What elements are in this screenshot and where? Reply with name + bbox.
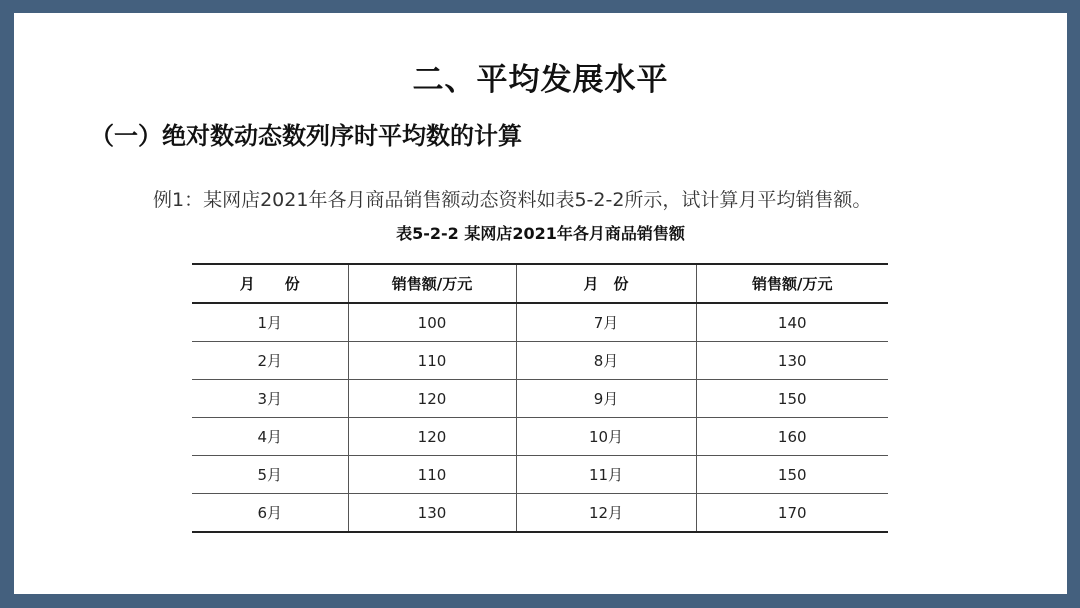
table-cell: 150: [696, 456, 888, 494]
table-cell: 160: [696, 418, 888, 456]
table-cell: 120: [348, 418, 516, 456]
table-cell: 100: [348, 303, 516, 342]
section-subtitle: （一）绝对数动态数列序时平均数的计算: [90, 122, 522, 150]
header-sales-right: 销售额/万元: [696, 264, 888, 303]
table-cell: 110: [348, 342, 516, 380]
table-cell: 11月: [516, 456, 696, 494]
table-cell: 7月: [516, 303, 696, 342]
example-text: 例1：某网店2021年各月商品销售额动态资料如表5-2-2所示，试计算月平均销售额。: [153, 189, 872, 211]
table-caption: 表5-2-2 某网店2021年各月商品销售额: [396, 224, 685, 243]
table-row: [192, 418, 888, 456]
table-cell: 4月: [192, 418, 348, 456]
table-cell: 170: [696, 494, 888, 533]
table-cell: 5月: [192, 456, 348, 494]
table-cell: 3月: [192, 380, 348, 418]
table-cell: 150: [696, 380, 888, 418]
table-row: [192, 342, 888, 380]
table-row: [192, 303, 888, 342]
table-cell: 2月: [192, 342, 348, 380]
table-cell: 8月: [516, 342, 696, 380]
sales-table: [192, 263, 888, 533]
table-cell: 140: [696, 303, 888, 342]
slide-title: 二、平均发展水平: [412, 62, 669, 98]
table-row: [192, 456, 888, 494]
slide: [14, 13, 1067, 594]
header-month-left: 月 份: [192, 264, 348, 303]
table-cell: 130: [348, 494, 516, 533]
table-cell: 9月: [516, 380, 696, 418]
table-cell: 10月: [516, 418, 696, 456]
table-cell: 1月: [192, 303, 348, 342]
table-cell: 6月: [192, 494, 348, 533]
table-row: [192, 380, 888, 418]
table-cell: 120: [348, 380, 516, 418]
table-row: [192, 494, 888, 533]
table-header-row: [192, 264, 888, 303]
header-sales-left: 销售额/万元: [348, 264, 516, 303]
table-cell: 110: [348, 456, 516, 494]
table-cell: 130: [696, 342, 888, 380]
table-cell: 12月: [516, 494, 696, 533]
header-month-right: 月 份: [516, 264, 696, 303]
